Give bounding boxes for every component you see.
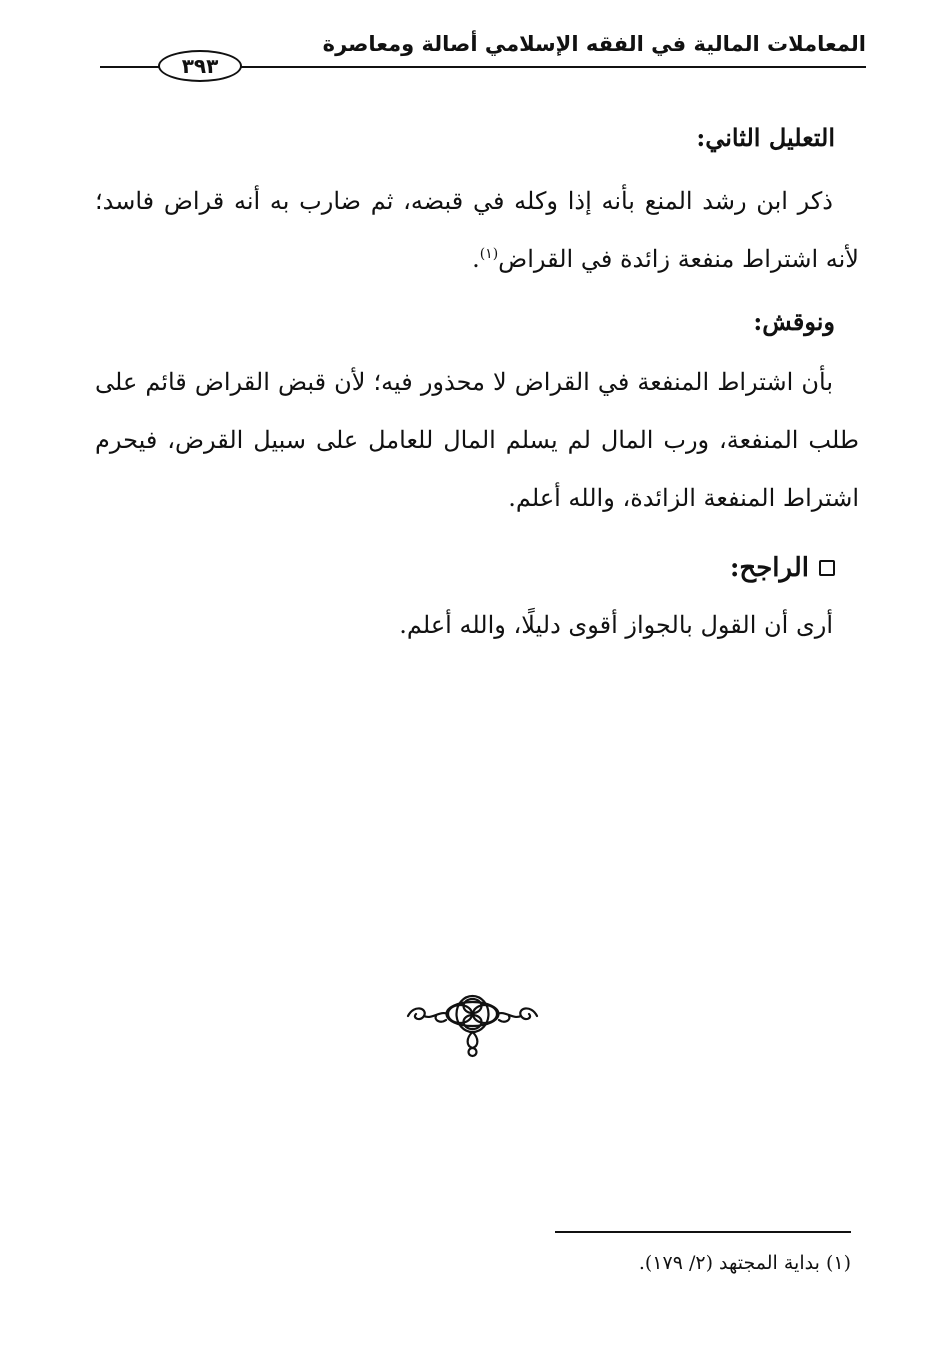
second-reason-text: ذكر ابن رشد المنع بأنه إذا وكله في قبضه، ثم ضارب به أنه قراض فاسد؛ لأنه اشتراط منفعة زائدة في القراض xyxy=(95,187,859,273)
second-reason-period: . xyxy=(472,245,480,273)
square-box-icon xyxy=(819,560,835,576)
book-title: المعاملات المالية في الفقه الإسلامي أصالة ومعاصرة xyxy=(322,32,866,56)
footnote-separator xyxy=(555,1231,851,1233)
discussion-paragraph: بأن اشتراط المنفعة في القراض لا محذور فيه؛ لأن قبض القراض قائم على طلب المنفعة، ورب المال لم يسلم المال للعامل على سبيل القرض، فيحرم اشتراط المنفعة الزائدة، والله أعلم. xyxy=(95,368,859,512)
page-number: ٣٩٣ xyxy=(158,50,242,82)
second-reason-paragraph xyxy=(95,172,859,288)
preferred-opinion-heading xyxy=(730,548,835,588)
footnote-reference[interactable]: (١) xyxy=(479,246,499,262)
page-header xyxy=(100,28,866,78)
preferred-opinion-paragraph: أرى أن القول بالجواز أقوى دليلًا، والله أعلم. xyxy=(399,611,833,639)
footnote-text: بداية المجتهد (٢/ ١٧٩). xyxy=(638,1252,820,1274)
second-reason-heading: التعليل الثاني: xyxy=(696,123,835,152)
discussion-heading: ونوقش: xyxy=(753,307,835,336)
preferred-heading-label: الراجح: xyxy=(729,553,809,583)
decorative-knot-ornament-icon xyxy=(400,990,545,1060)
footnote-marker: (١) xyxy=(825,1252,851,1274)
footnote-1 xyxy=(639,1248,851,1278)
